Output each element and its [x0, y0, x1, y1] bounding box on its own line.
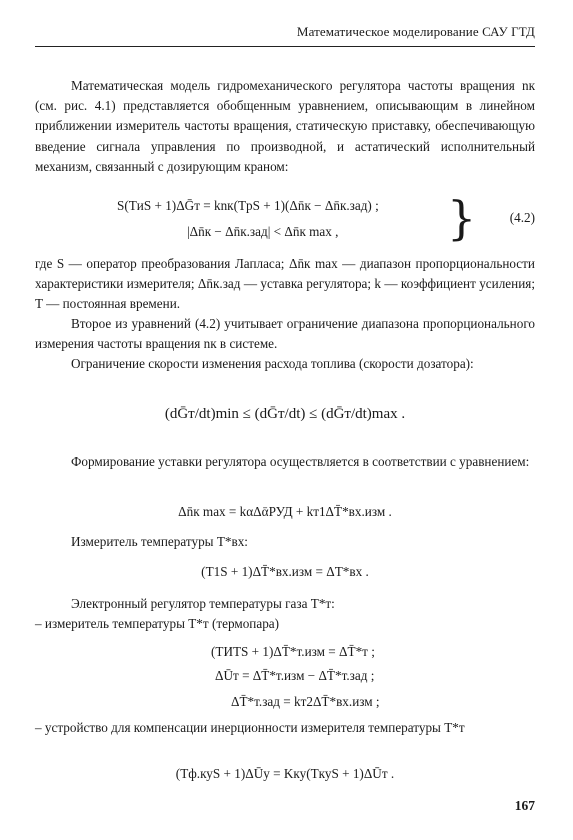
- running-head: Математическое моделирование САУ ГТД: [296, 24, 535, 39]
- list-item-compensator-text: – устройство для компенсации инерционности измерителя температуры T*т: [35, 720, 465, 735]
- paragraph-second-eq-text: Второе из уравнений (4.2) учитывает ограничение диапазона пропорционального измерения частоты вращения nк в системе.: [35, 316, 535, 352]
- paragraph-setpoint-text: Формирование уставки регулятора осуществляется в соответствии с уравнением:: [71, 454, 530, 469]
- list-item-thermocouple: [35, 614, 535, 634]
- paragraph-where-text: где S — оператор преобразования Лапласа; Δn̄к max — диапазон пропорциональности характеристики измерителя; Δn̄к.зад — уставка регулятора; k — коэффициент усиления; T — постоянная времени.: [35, 256, 535, 312]
- paragraph-second-eq: [35, 314, 535, 354]
- paragraph-gas-regulator-text: Электронный регулятор температуры газа T*т:: [71, 596, 335, 611]
- paragraph-fuel-rate: [35, 354, 535, 374]
- page-number: 167: [514, 798, 535, 813]
- equation-setpoint: [35, 502, 535, 522]
- paragraph-where: [35, 254, 535, 315]
- equation-gas-line2: ΔŪт = ΔT̄*т.изм − ΔT̄*т.зад ;: [215, 668, 375, 683]
- list-item-compensator: [35, 718, 535, 738]
- right-brace-icon: }: [447, 191, 477, 245]
- paragraph-fuel-rate-text: Ограничение скорости изменения расхода топлива (скорости дозатора):: [71, 356, 474, 371]
- equation-4-2-line1: S(TиS + 1)ΔḠт = knк(TрS + 1)(Δn̄к − Δn̄к.зад) ;: [117, 198, 379, 213]
- paragraph-inlet-meter-text: Измеритель температуры T*вх:: [71, 534, 248, 549]
- equation-fuel-limit-text: (dḠт/dt)min ≤ (dḠт/dt) ≤ (dḠт/dt)max .: [164, 406, 406, 422]
- equation-4-2-line2: |Δn̄к − Δn̄к.зад| < Δn̄к max ,: [187, 224, 339, 239]
- equation-inlet-meter-text: (T1S + 1)ΔT̄*вх.изм = ΔT*вх .: [201, 564, 369, 579]
- equation-setpoint-text: Δn̄к max = kαΔᾱРУД + kт1ΔT̄*вх.изм .: [178, 504, 392, 519]
- equation-gas-block: [35, 642, 535, 714]
- list-item-thermocouple-text: – измеритель температуры T*т (термопара): [35, 616, 280, 631]
- equation-compensator-text: (Tф.куS + 1)ΔŪу = Kку(TкуS + 1)ΔŪт .: [175, 766, 395, 781]
- equation-4-2: [35, 191, 535, 245]
- equation-compensator: [35, 764, 535, 784]
- paragraph-gas-regulator: [35, 594, 535, 614]
- equation-number: (4.2): [509, 210, 535, 225]
- paragraph-setpoint: [35, 452, 535, 472]
- header-rule: [35, 46, 535, 47]
- equation-gas-line3: ΔT̄*т.зад = kт2ΔT̄*вх.изм ;: [231, 694, 380, 709]
- paragraph-intro-text: Математическая модель гидромеханического регулятора частоты вращения nк (см. рис. 4.1) представляется обобщенным уравнением, описывающим в линейном приближении измеритель частоты вращения, статическую приставку, обеспечивающую введение сигнала управления по производной, и астатический исполнительный механизм, связанный с дозирующим краном:: [35, 78, 535, 174]
- equation-fuel-limit: [35, 404, 535, 448]
- paragraph-text: [35, 76, 535, 177]
- equation-gas-line1: (TИТS + 1)ΔT̄*т.изм = ΔT̄*т ;: [211, 644, 375, 659]
- paragraph-intro: [35, 76, 535, 177]
- paragraph-inlet-meter: [35, 532, 535, 552]
- equation-inlet-meter: [35, 562, 535, 582]
